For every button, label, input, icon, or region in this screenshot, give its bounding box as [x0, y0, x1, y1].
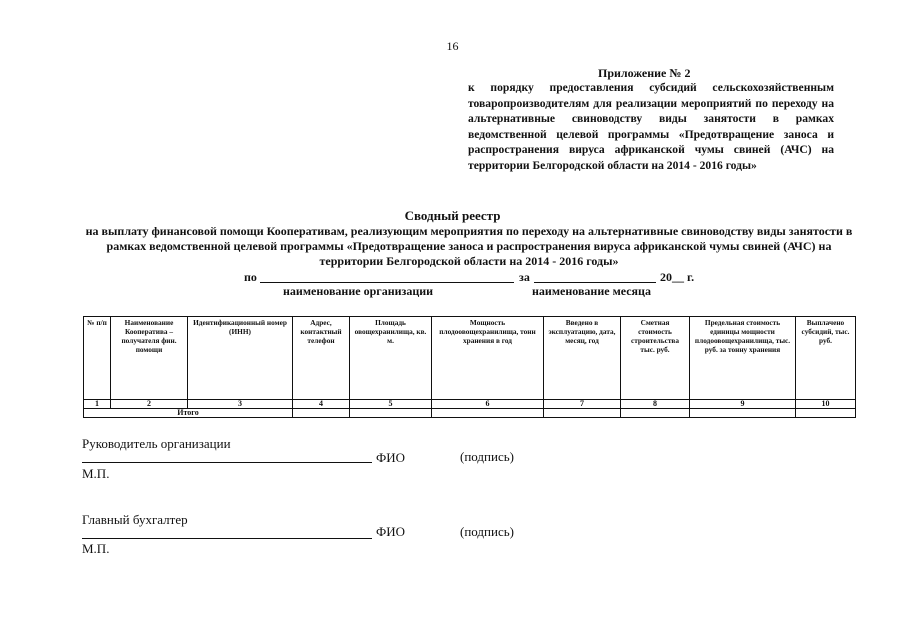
total-row — [84, 409, 856, 418]
col-header-paid: Выплачено субсидий, тыс. руб. — [796, 317, 856, 400]
col-number-cell: 1 — [84, 400, 111, 409]
accountant-label: Главный бухгалтер — [82, 512, 188, 527]
head-fio-label: ФИО — [376, 450, 406, 465]
total-cell — [796, 409, 856, 418]
appendix-text: к порядку предоставления субсидий сельскохозяйственным товаропроизводителям для реализации мероприятий по переходу на альтернативные свиноводству виды занятости в рамках ведомственной целевой программы «Предотвращение заноса и распространения вируса африканской чумы свиней (АЧС) на территории Белгородской области на 2014 - 2016 годы» — [468, 81, 834, 172]
col-header-capacity: Мощность плодоовощехранилища, тонн хранения в год — [432, 317, 544, 400]
total-cell — [432, 409, 544, 418]
appendix-title: Приложение № 2 — [598, 66, 691, 80]
col-number-cell: 8 — [621, 400, 690, 409]
total-cell — [293, 409, 350, 418]
total-cell — [621, 409, 690, 418]
head-stamp-label: М.П. — [82, 466, 110, 481]
accountant-stamp-label: М.П. — [82, 541, 110, 556]
table-header-row — [84, 317, 856, 400]
year-label: 20__ г. — [660, 270, 695, 284]
head-signature-line — [82, 462, 372, 463]
col-number-cell: 2 — [111, 400, 188, 409]
total-cell — [690, 409, 796, 418]
total-cell — [350, 409, 432, 418]
page-number: 16 — [446, 39, 459, 53]
col-number-cell: 7 — [544, 400, 621, 409]
head-label: Руководитель организации — [82, 436, 231, 451]
total-label: Итого — [84, 409, 293, 418]
col-header-commissioned: Введено в эксплуатацию, дата, месяц, год — [544, 317, 621, 400]
column-number-row — [84, 400, 856, 409]
total-cell — [544, 409, 621, 418]
organization-blank-line — [260, 282, 514, 283]
registry-subtitle: на выплату финансовой помощи Кооперативам, реализующим мероприятия по переходу на альтернативные свиноводству виды занятости в рамках ведомственной целевой программы «Предотвращение заноса и распространения вируса африканской чумы свиней (АЧС) на территории Белгородской области на 2014 - 2016 годы» — [85, 224, 853, 268]
month-blank-line — [534, 282, 656, 283]
head-sign-label: (подпись) — [460, 449, 514, 464]
col-header-area: Площадь овощехранилища, кв. м. — [350, 317, 432, 400]
col-number-cell: 4 — [293, 400, 350, 409]
col-number-cell: 9 — [690, 400, 796, 409]
registry-title: Сводный реестр — [404, 208, 501, 223]
col-number-cell: 6 — [432, 400, 544, 409]
accountant-sign-label: (подпись) — [460, 524, 514, 539]
accountant-signature-line — [82, 538, 372, 539]
za-label: за — [519, 270, 530, 284]
col-header-unit-cost: Предельная стоимость единицы мощности плодоовощехранилища, тыс. руб. за тонну хранения — [690, 317, 796, 400]
col-header-address: Адрес, контактный телефон — [293, 317, 350, 400]
col-header-number: № п/п — [84, 317, 111, 400]
col-number-cell: 10 — [796, 400, 856, 409]
col-header-cooperative: Наименование Кооператива – получателя фин. помощи — [111, 317, 188, 400]
registry-table — [83, 316, 856, 418]
col-number-cell: 3 — [188, 400, 293, 409]
col-number-cell: 5 — [350, 400, 432, 409]
month-caption: наименование месяца — [532, 284, 651, 298]
organization-caption: наименование организации — [283, 284, 434, 298]
accountant-fio-label: ФИО — [376, 524, 406, 539]
col-header-inn: Идентификационный номер (ИНН) — [188, 317, 293, 400]
po-label: по — [244, 270, 257, 284]
col-header-estimated-cost: Сметная стоимость строительства тыс. руб. — [621, 317, 690, 400]
